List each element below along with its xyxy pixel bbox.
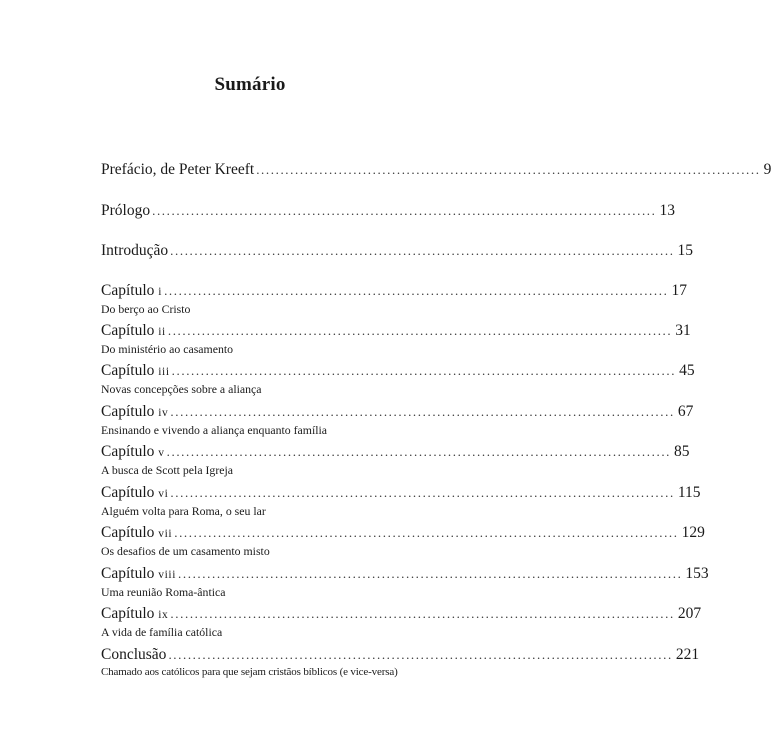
toc-line (101, 322, 691, 341)
entry-label: Introdução (101, 242, 169, 259)
chapter-number: vii (158, 528, 173, 540)
toc-entry-introducao[interactable] (101, 242, 694, 260)
entry-label: Prefácio, de Peter Kreeft (101, 161, 255, 178)
page-title: Sumário (214, 74, 286, 95)
chapter-subtitle: Do ministério ao casamento (101, 342, 234, 356)
chapter-word: Capítulo (101, 282, 155, 299)
toc-line (101, 565, 709, 584)
page-number: 31 (675, 322, 691, 339)
dot-leader: ........................................................................................................ (168, 647, 673, 662)
toc-entry-capitulo-3[interactable] (101, 362, 695, 396)
page-number: 17 (671, 282, 687, 299)
toc-entry-capitulo-4[interactable] (101, 403, 694, 437)
toc-line (101, 646, 700, 664)
toc-entry-prefacio[interactable] (101, 161, 771, 179)
entry-label (101, 565, 178, 584)
page-number: 45 (679, 362, 695, 379)
toc-line (101, 524, 705, 543)
page-number: 67 (677, 403, 694, 420)
dot-leader: ........................................................................................................ (256, 162, 761, 177)
chapter-word: Capítulo (101, 565, 155, 582)
entry-label (101, 443, 167, 462)
dot-leader: ........................................................................................................ (167, 323, 673, 338)
entry-label (101, 403, 170, 422)
dot-leader: ........................................................................................................ (166, 444, 672, 459)
toc-entry-capitulo-8[interactable] (101, 565, 709, 599)
chapter-number: vi (158, 488, 169, 500)
dot-leader: ........................................................................................................ (170, 404, 675, 419)
chapter-number: iii (158, 366, 170, 378)
toc-entry-capitulo-1[interactable] (101, 282, 687, 316)
chapter-subtitle: Alguém volta para Roma, o seu lar (101, 504, 266, 518)
toc-line (101, 443, 690, 462)
entry-label (101, 484, 170, 503)
chapter-word: Capítulo (101, 322, 155, 339)
entry-label (101, 282, 164, 301)
page-number: 13 (659, 202, 675, 219)
chapter-subtitle: A busca de Scott pela Igreja (101, 463, 234, 477)
entry-label: Prólogo (101, 202, 151, 219)
page-number: 153 (685, 565, 709, 582)
chapter-number: i (158, 286, 163, 298)
chapter-word: Capítulo (101, 524, 155, 541)
page-number: 15 (677, 242, 694, 259)
toc-line (101, 161, 771, 179)
toc-entry-capitulo-7[interactable] (101, 524, 705, 558)
chapter-word: Capítulo (101, 484, 155, 501)
toc-line (101, 362, 695, 381)
toc-entry-capitulo-9[interactable] (101, 605, 702, 639)
chapter-subtitle: Do berço ao Cristo (101, 302, 191, 316)
entry-label: Conclusão (101, 646, 167, 663)
toc-entry-capitulo-2[interactable] (101, 322, 691, 356)
toc-entry-capitulo-6[interactable] (101, 484, 701, 518)
chapter-number: viii (158, 569, 177, 581)
dot-leader: ........................................................................................................ (152, 203, 657, 218)
dot-leader: ........................................................................................................ (171, 363, 677, 378)
toc-line (101, 605, 702, 624)
page-number: 85 (674, 443, 690, 460)
entry-label (101, 362, 172, 381)
chapter-subtitle: Ensinando e vivendo a aliança enquanto família (101, 423, 328, 437)
toc-line (101, 202, 675, 220)
chapter-number: iv (158, 407, 169, 419)
chapter-word: Capítulo (101, 403, 155, 420)
dot-leader: ........................................................................................................ (170, 606, 675, 621)
dot-leader: ........................................................................................................ (164, 283, 669, 298)
entry-label (101, 322, 168, 341)
page-number: 115 (677, 484, 701, 501)
chapter-word: Capítulo (101, 362, 155, 379)
chapter-number: ii (158, 326, 166, 338)
chapter-number: ix (158, 609, 169, 621)
chapter-subtitle: Chamado aos católicos para que sejam cristãos bíblicos (e vice-versa) (101, 666, 398, 678)
dot-leader: ........................................................................................................ (170, 243, 675, 258)
chapter-word: Capítulo (101, 443, 155, 460)
toc-line (101, 242, 694, 260)
chapter-word: Capítulo (101, 605, 155, 622)
toc-entry-capitulo-5[interactable] (101, 443, 690, 477)
entry-label (101, 605, 170, 624)
toc-entry-prologo[interactable] (101, 202, 675, 220)
chapter-subtitle: Uma reunião Roma-ântica (101, 585, 226, 599)
chapter-number: v (158, 447, 165, 459)
toc-line (101, 403, 694, 422)
dot-leader: ........................................................................................................ (170, 485, 675, 500)
chapter-subtitle: Novas concepções sobre a aliança (101, 382, 262, 396)
page-number: 129 (681, 524, 705, 541)
page-number: 207 (677, 605, 702, 622)
dot-leader: ........................................................................................................ (174, 525, 679, 540)
page-number: 221 (675, 646, 700, 663)
toc-line (101, 484, 701, 503)
entry-label (101, 524, 174, 543)
toc-line (101, 282, 687, 301)
dot-leader: ........................................................................................................ (178, 566, 683, 581)
chapter-subtitle: A vida de família católica (101, 625, 223, 639)
page-number: 9 (763, 161, 771, 178)
chapter-subtitle: Os desafios de um casamento misto (101, 544, 270, 558)
toc-entry-conclusao[interactable] (101, 646, 700, 679)
